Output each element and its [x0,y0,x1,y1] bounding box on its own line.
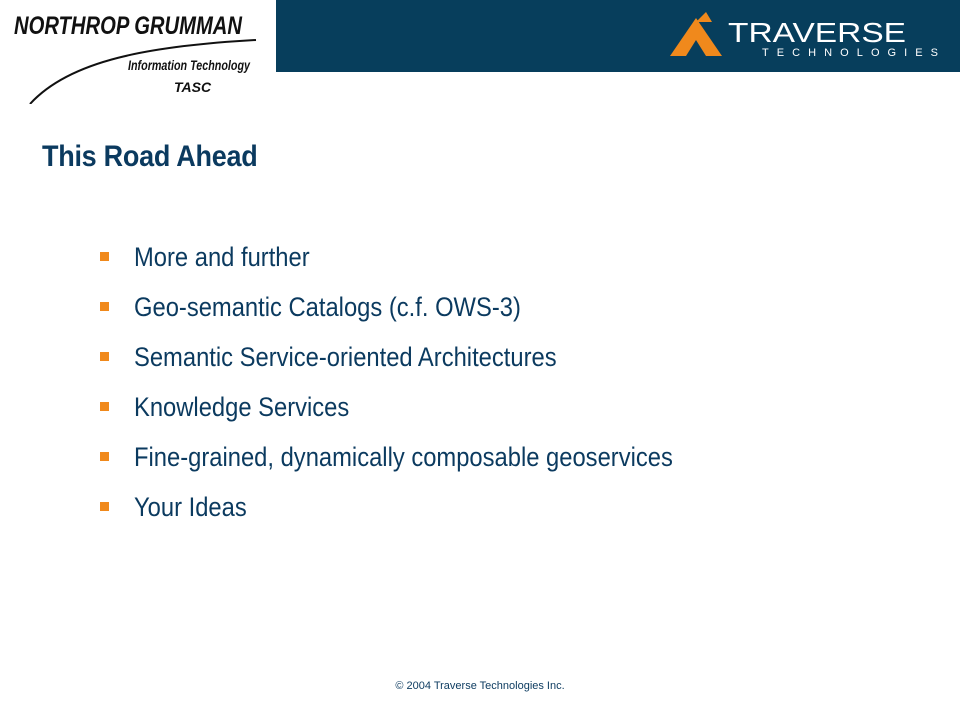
svg-text:Information Technology: Information Technology [128,57,251,73]
slide-title: This Road Ahead [42,140,258,173]
bullet-text: Knowledge Services [134,391,350,422]
header-band [0,0,960,95]
bullet-list [100,232,746,532]
list-item [100,432,746,482]
list-item [100,382,746,432]
bullet-text: Fine-grained, dynamically composable geoservices [134,441,673,472]
bullet-square-icon [100,402,109,411]
svg-text:TASC: TASC [174,79,212,95]
bullet-square-icon [100,502,109,511]
list-item [100,332,746,382]
northrop-grumman-logo-area [0,0,274,104]
list-item [100,282,746,332]
footer-copyright: © 2004 Traverse Technologies Inc. [395,680,565,692]
bullet-text: Semantic Service-oriented Architectures [134,341,557,372]
bullet-square-icon [100,302,109,311]
bullet-text: More and further [134,241,310,272]
svg-text:TRAVERSE: TRAVERSE [728,17,906,48]
list-item [100,482,746,532]
bullet-text: Geo-semantic Catalogs (c.f. OWS-3) [134,291,521,322]
svg-text:TECHNOLOGIES: TECHNOLOGIES [762,47,938,59]
bullet-text: Your Ideas [134,491,247,522]
bullet-square-icon [100,252,109,261]
traverse-technologies-logo [666,10,946,60]
list-item [100,232,746,282]
bullet-square-icon [100,452,109,461]
svg-text:NORTHROP GRUMMAN: NORTHROP GRUMMAN [14,12,243,40]
northrop-grumman-logo [0,0,274,104]
bullet-square-icon [100,352,109,361]
